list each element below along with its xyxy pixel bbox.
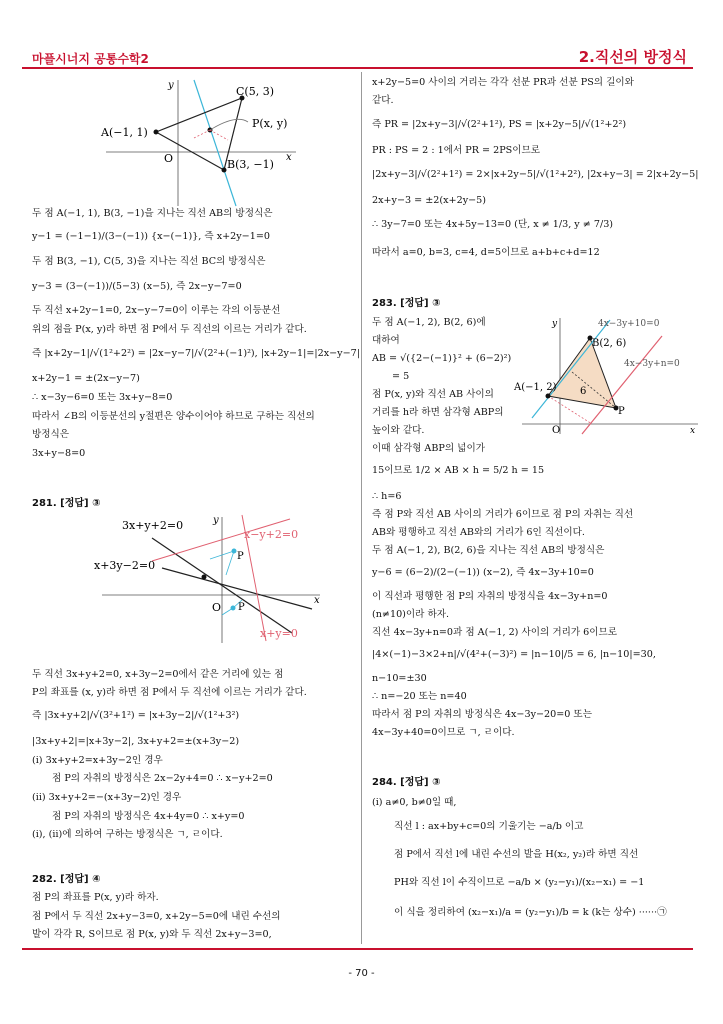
label-x: x [690,426,696,436]
text-line: 직선 l : ax+by+c=0의 기울기는 −a/b 이고 [394,821,584,832]
text-line: (n≠10)이라 하자. [372,609,450,620]
text-line: AB = √({2−(−1)}² + (6−2)²) [372,353,512,364]
text-line: 두 점 B(3, −1), C(5, 3)을 지나는 직선 BC의 방정식은 [32,256,266,267]
text-line: 직선 4x−3y+n=0과 점 A(−1, 2) 사이의 거리가 6이므로 [372,627,618,638]
label-o: O [212,601,222,614]
text-line: 15이므로 1/2 × AB × h = 5/2 h = 15 [372,465,545,476]
text-line: 따라서 점 P의 자취의 방정식은 4x−3y−20=0 또는 [372,709,592,720]
text-line: 즉 |3x+y+2|/√(3²+1²) = |x+3y−2|/√(1²+3²) [32,710,240,721]
text-line: 두 점 A(−1, 2), B(2, 6)에 [372,317,486,328]
text-line: 같다. [372,95,394,106]
header-book-title: 마플시너지 공통수학2 [32,52,149,66]
label-six: 6 [580,386,587,397]
text-line: 점 P의 좌표를 P(x, y)라 하자. [32,892,159,903]
bottom-rule [22,948,693,950]
text-line: ∴ x−3y−6=0 또는 3x+y−8=0 [32,392,173,403]
label-p: P [618,406,625,417]
top-rule [22,67,693,69]
figure-280-triangle [96,78,306,208]
label-a: A(−1, 1) [101,126,148,139]
answer-282: 282. [정답] ④ [32,874,101,885]
text-line: ∴ h=6 [372,491,402,502]
text-line: 두 점 A(−1, 1), B(3, −1)을 지나는 직선 AB의 방정식은 [32,208,273,219]
answer-284: 284. [정답] ③ [372,777,441,788]
text-line: (ⅰ) 3x+y+2=x+3y−2인 경우 [32,755,163,766]
text-line: |4×(−1)−3×2+n|/√(4²+(−3)²) = |n−10|/5 = 6, |n−10|=30, [372,649,656,660]
text-line: y−1 = (−1−1)/(3−(−1)) {x−(−1)}, 즉 x+2y−1=0 [32,231,270,242]
label-a: A(−1, 2) [514,382,557,393]
header-chapter-title: 2.직선의 방정식 [578,48,687,66]
line-x-3y-2 [162,568,312,609]
figure-283-triangle [512,316,702,436]
text-line: 이때 삼각형 ABP의 넓이가 [372,443,485,454]
text-line: (ⅰ), (ⅱ)에 의하여 구하는 방정식은 ㄱ, ㄹ이다. [32,829,223,840]
text-line: x+2y−5=0 사이의 거리는 각각 선분 PR과 선분 PS의 길이와 [372,77,634,88]
text-line: = 5 [392,371,410,382]
text-line: |3x+y+2|=|x+3y−2|, 3x+y+2=±(x+3y−2) [32,736,240,747]
text-line: P의 좌표를 (x, y)라 하면 점 P에서 두 직선에 이르는 거리가 같다. [32,687,307,698]
label-x: x [314,595,320,606]
label-p: P(x, y) [252,117,288,130]
text-line: y−3 = (3−(−1))/(5−3) (x−5), 즉 2x−y−7=0 [32,281,242,292]
label-c: C(5, 3) [236,85,274,98]
text-line: 점 P(x, y)와 직선 AB 사이의 [372,389,494,400]
text-line: 즉 PR = |2x+y−3|/√(2²+1²), PS = |x+2y−5|/√(1²+2²) [372,119,627,130]
text-line: 이 식을 정리하여 (x₂−x₁)/a = (y₂−y₁)/b = k (k는 상수) ······㉠ [394,907,667,918]
label-line3: x−y+2=0 [244,528,299,541]
text-line: x+2y−1 = ±(2x−y−7) [32,373,140,384]
page-number: - 70 - [348,968,375,979]
text-line: 두 직선 x+2y−1=0, 2x−y−7=0이 이루는 각의 이등분선 [32,305,281,316]
text-line: 따라서 ∠B의 이등분선의 y절편은 양수이어야 하므로 구하는 직선의 [32,411,315,422]
text-line: 점 P에서 직선 l에 내린 수선의 발을 H(x₂, y₂)라 하면 직선 [394,849,639,860]
text-line: (ⅱ) 3x+y+2=−(x+3y−2)인 경우 [32,792,182,803]
label-line-ab: 4x−3y+10=0 [598,319,660,329]
text-line: ∴ n=−20 또는 n=40 [372,691,467,702]
bisector-line [194,80,236,206]
text-line: 이 직선과 평행한 점 P의 자취의 방정식을 4x−3y+n=0 [372,591,608,602]
text-line: AB와 평행하고 직선 AB와의 거리가 6인 직선이다. [372,527,585,538]
text-line: y−6 = (6−2)/(2−(−1)) (x−2), 즉 4x−3y+10=0 [372,567,594,578]
text-line: (ⅰ) a≠0, b≠0일 때, [372,797,457,808]
label-y: y [213,515,219,526]
label-line4: x+y=0 [260,627,298,640]
figure-281-lines [92,513,328,645]
label-line-n: 4x−3y+n=0 [624,359,680,369]
text-line: 즉 |x+2y−1|/√(1²+2²) = |2x−y−7|/√(2²+(−1)²), |x+2y−1|=|2x−y−7| [32,348,360,359]
text-line: 점 P의 자취의 방정식은 4x+4y=0 ∴ x+y=0 [52,811,245,822]
text-line: 따라서 a=0, b=3, c=4, d=5이므로 a+b+c+d=12 [372,247,600,258]
text-line: 방정식은 [32,429,70,440]
text-line: n−10=±30 [372,673,427,684]
text-line: 점 P의 자취의 방정식은 2x−2y+4=0 ∴ x−y+2=0 [52,773,273,784]
label-o: O [164,152,174,165]
text-line: 발이 각각 R, S이므로 점 P(x, y)와 두 직선 2x+y−3=0, [32,929,272,940]
text-line: 두 직선 3x+y+2=0, x+3y−2=0에서 같은 거리에 있는 점 [32,669,284,680]
column-divider [361,72,362,944]
label-y: y [552,319,558,329]
text-line: 4x−3y+40=0이므로 ㄱ, ㄹ이다. [372,727,515,738]
answer-283: 283. [정답] ③ [372,298,441,309]
label-y: y [168,80,174,91]
text-line: |2x+y−3|/√(2²+1²) = 2×|x+2y−5|/√(1²+2²), |2x+y−3| = 2|x+2y−5| [372,169,699,180]
text-line: PR : PS = 2 : 1에서 PR = 2PS이므로 [372,145,541,156]
label-line2: x+3y−2=0 [94,559,156,572]
text-line: 즉 점 P와 직선 AB 사이의 거리가 6이므로 점 P의 자취는 직선 [372,509,634,520]
text-line: PH와 직선 l이 수직이므로 −a/b × (y₂−y₁)/(x₂−x₁) = −1 [394,877,645,888]
text-line: 위의 점을 P(x, y)라 하면 점 P에서 두 직선의 이르는 거리가 같다. [32,324,307,335]
label-b: B(3, −1) [227,158,274,171]
label-line1: 3x+y+2=0 [122,519,184,532]
label-o: O [552,425,561,436]
text-line: ∴ 3y−7=0 또는 4x+5y−13=0 (단, x ≠ 1/3, y ≠ 7/3) [372,219,614,230]
label-p2: P [238,602,245,613]
label-b: B(2, 6) [592,338,627,349]
text-line: 거리를 h라 하면 삼각형 ABP의 [372,407,504,418]
text-line: 3x+y−8=0 [32,448,86,459]
label-p1: P [237,551,244,562]
text-line: 점 P에서 두 직선 2x+y−3=0, x+2y−5=0에 내린 수선의 [32,911,281,922]
answer-281: 281. [정답] ③ [32,498,101,509]
text-line: 대하여 [372,335,400,346]
label-x: x [286,152,292,163]
text-line: 두 점 A(−1, 2), B(2, 6)을 지나는 직선 AB의 방정식은 [372,545,605,556]
text-line: 2x+y−3 = ±2(x+2y−5) [372,195,486,206]
text-line: 높이와 같다. [372,425,425,436]
